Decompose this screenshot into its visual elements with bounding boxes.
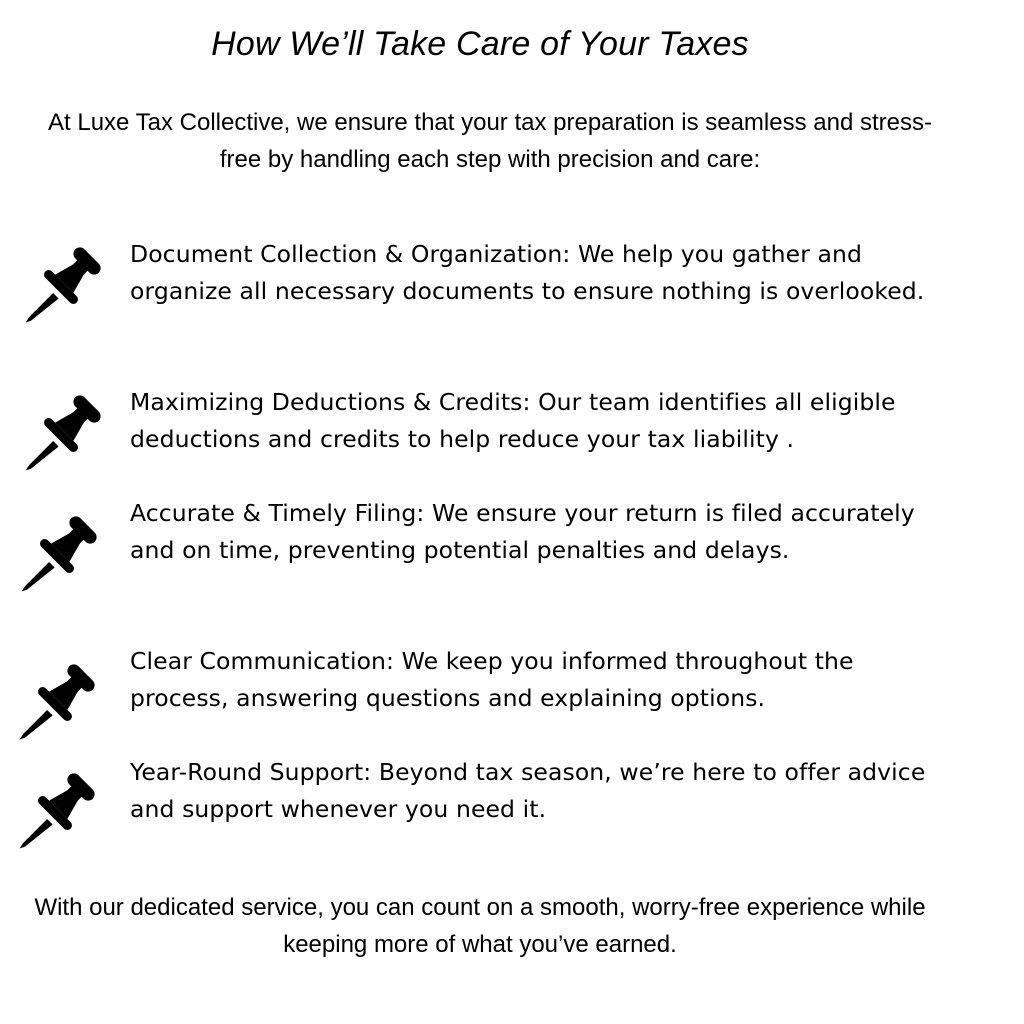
list-item-text: Clear Communication: We keep you informed throughout the process, answering questions and explaining options. — [130, 647, 854, 712]
page-title: How We’ll Take Care of Your Taxes — [211, 25, 749, 63]
pushpin-icon — [14, 762, 106, 854]
list-item-text: Accurate & Timely Filing: We ensure your return is filed accurately and on time, preventing potential penalties and delays. — [130, 499, 915, 564]
closing-paragraph: With our dedicated service, you can count on a smooth, worry-free experience while keeping more of what you’ve earned. — [34, 894, 926, 958]
pushpin-icon — [20, 384, 112, 476]
pushpin-icon — [20, 236, 112, 328]
pushpin-icon — [16, 505, 108, 597]
list-item-text: Year-Round Support: Beyond tax season, we’re here to offer advice and support whenever you need it. — [130, 758, 926, 823]
intro-paragraph: At Luxe Tax Collective, we ensure that your tax preparation is seamless and stress-free by handling each step with precision and care: — [48, 109, 932, 173]
list-item-text: Maximizing Deductions & Credits: Our team identifies all eligible deductions and credits to help reduce your tax liability . — [130, 388, 896, 453]
list-item-text: Document Collection & Organization: We help you gather and organize all necessary documents to ensure nothing is overlooked. — [130, 240, 925, 305]
pushpin-icon — [14, 653, 106, 745]
